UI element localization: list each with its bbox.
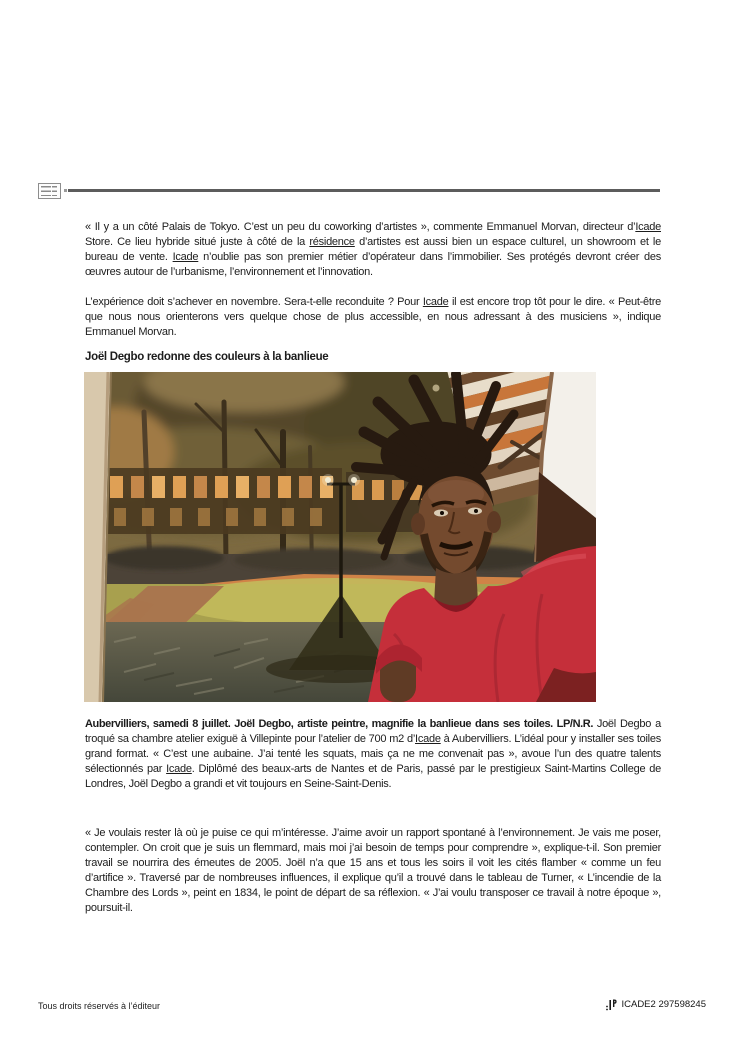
article-icon-lines: [41, 186, 57, 196]
text-segment: L’expérience doit s’achever en novembre. Sera-t-elle reconduite ? Pour: [85, 296, 423, 308]
text-segment: « Il y a un côté Palais de Tokyo. C’est un peu du coworking d’artistes », commente Emmanuel Morvan, directeur d’: [85, 221, 636, 233]
article-paragraph: [85, 220, 661, 280]
underlined-term: Icade: [166, 763, 192, 775]
article-icon-column: [51, 186, 53, 196]
header-rule: [68, 189, 660, 192]
text-segment: Joël Degbo a troqué sa chambre atelier exiguë à Villepinte pour l’atelier de 700 m2 d’: [85, 718, 661, 745]
clipping-code: ICADE2 297598245: [621, 999, 706, 1010]
underlined-term: Icade: [172, 251, 199, 263]
clipping-reference: [606, 998, 706, 1011]
text-segment: à Aubervilliers. L’idéal pour y installer ses toiles grand format. « C’est une aubaine. J’ai tenté les squats, mais ça ne me convenait pas », avoue l’un des quatre talents sélectionnés par: [85, 733, 661, 775]
bold-caption-text: Aubervilliers, samedi 8 juillet. Joël Degbo, artiste peintre, magnifie la banlieue dans ses toiles. LP/N.R.: [85, 718, 597, 730]
text-segment: d’artistes est aussi bien un espace culturel, un showroom et le bureau de vente.: [85, 236, 661, 263]
press-logo-icon: [606, 998, 617, 1011]
copyright-notice: Tous droits réservés à l’éditeur: [38, 1001, 161, 1011]
article-photo: [84, 372, 596, 702]
text-segment: . Diplômé des beaux-arts de Nantes et de Paris, passé par le prestigieux Saint-Martins College de Londres, Joël Degbo a grandi et vit toujours en Seine-Saint-Denis.: [85, 763, 661, 790]
underlined-term: Icade: [415, 733, 441, 745]
header-dot: [64, 189, 67, 192]
underlined-term: résidence: [309, 236, 355, 248]
text-segment: « Je voulais rester là où je puise ce qui m’intéresse. J’aime avoir un rapport spontané à l’environnement. Je vais me poser, contempler. On croit que je suis un flemmard, mais moi j’ai besoin de temps pour comprendre », explique-t-il. Son premier travail se nourrira des émeutes de 2005. Joël n’a que 15 ans et tous les soirs il voit les cités flamber « comme un feu d’artifice ». Traversé par de nombreuses influences, il explique qu’il a trouvé dans le tableau de Turner, « L’incendie de la Chambre des Lords », peint en 1834, le point de départ de sa réflexion. « J’ai voulu transposer ce travail à notre époque », poursuit-il.: [85, 827, 661, 914]
underlined-term: Icade: [422, 296, 449, 308]
article-icon: [38, 183, 61, 199]
underlined-term: Icade: [635, 221, 661, 233]
section-heading: Joël Degbo redonne des couleurs à la banlieue: [85, 351, 329, 363]
text-segment: Store. Ce lieu hybride situé juste à côté de la: [85, 236, 310, 248]
article-paragraph: [85, 295, 661, 340]
text-segment: n’oublie pas son premier métier d’opérateur dans l’immobilier. Ses protégés devront créer des œuvres autour de l’urbanisme, l’environnement et l’innovation.: [85, 251, 661, 278]
painting-house-windows: [102, 468, 424, 534]
text-segment: il est encore trop tôt pour le dire. « Peut-être que nous nous orienterons vers quelque chose de plus accessible, en nous adressant à des musiciens », indique Emmanuel Morvan.: [85, 296, 661, 338]
article-paragraph: [85, 826, 661, 916]
photo-caption-paragraph: [85, 717, 661, 792]
